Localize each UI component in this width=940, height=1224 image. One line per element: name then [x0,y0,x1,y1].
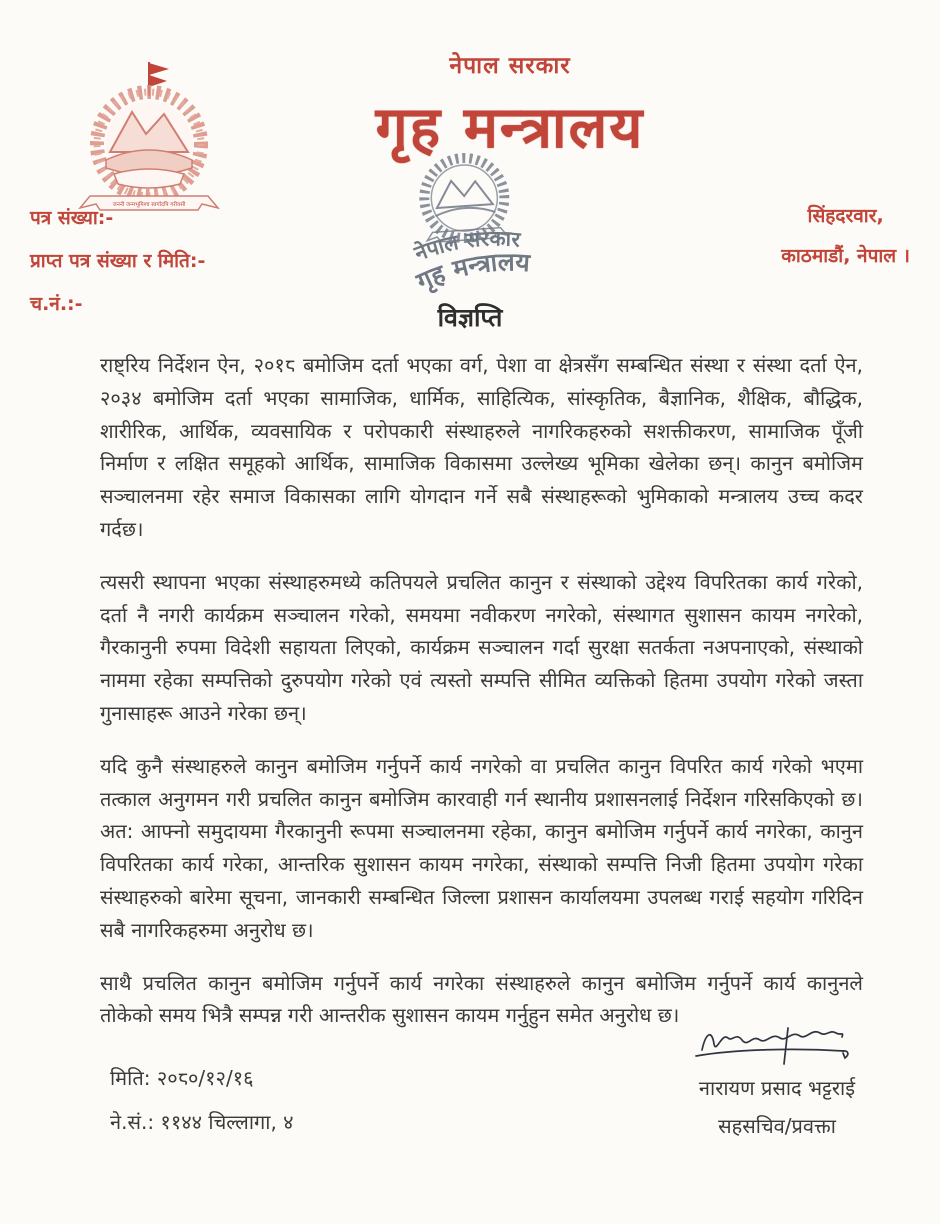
document-date: मिति: २०८०/१२/१६ [110,1066,254,1090]
footer-meta [110,1064,294,1152]
body-paragraph-1: राष्ट्रिय निर्देशन ऐन, २०१८ बमोजिम दर्ता भएका वर्ग, पेशा वा क्षेत्रसँग सम्बन्धित संस्था र संस्था दर्ता ऐन, २०३४ बमोजिम दर्ता भएका सामाजिक, धार्मिक, साहित्यिक, सांस्कृतिक, बैज्ञानिक, शैक्षिक, बौद्धिक, शारीरिक, आर्थिक, व्यवसायिक र परोपकारी संस्थाहरुले नागरिकहरुको सशक्तीकरण, सामाजिक पूँजी निर्माण र लक्षित समूहको आर्थिक, सामाजिक विकासमा उल्लेख्य भूमिका खेलेका छन्। कानुन बमोजिम सञ्चालनमा रहेर समाज विकासका लागि योगदान गर्ने सबै संस्थाहरूको भुमिकाको मन्त्रालय उच्च कदर गर्दछ। [100,353,863,541]
dispatch-number-label: च.नं.:- [30,293,83,315]
ministry-name: गृह मन्त्रालय [375,95,645,161]
signature-block [652,1020,902,1139]
signatory-designation: सहसचिव/प्रवक्ता [718,1114,836,1138]
address-line-2: काठमाडौं, नेपाल । [781,245,910,267]
office-address [781,196,910,276]
document-title: विज्ञप्ति [437,303,503,332]
stamp-text-line1: नेपाल सरकार [411,226,522,266]
address-line-1: सिंहदरवार, [807,205,884,227]
body-paragraph-3: यदि कुनै संस्थाहरुले कानुन बमोजिम गर्नुपर्ने कार्य नगरेको वा प्रचलित कानुन विपरित कार्य गरेको भएमा तत्काल अनुगमन गरी प्रचलित कानुन बमोजिम कारवाही गर्न स्थानीय प्रशासनलाई निर्देशन गरिसकिएको छ। अत: आफ्नो समुदायमा गैरकानुनी रूपमा सञ्चालनमा रहेका, कानुन बमोजिम गर्नुपर्ने कार्य नगरेका, कानुन विपरितका कार्य गरेका, आन्तरिक सुशासन कायम नगरेका, संस्थाको सम्पत्ति निजी हितमा उपयोग गरेका संस्थाहरुको बारेमा सूचना, जानकारी सम्बन्धित जिल्ला प्रशासन कार्यालयमा उपलब्ध गराई सहयोग गरिदिन सबै नागरिकहरुमा अनुरोध छ। [100,753,863,942]
letter-number-label: पत्र संख्या:- [30,207,114,229]
handwritten-signature [692,1020,862,1072]
body-paragraph-2: त्यसरी स्थापना भएका संस्थाहरुमध्ये कतिपयले प्रचलित कानुन र संस्थाको उद्देश्य विपरितका कार्य गरेको, दर्ता नै नगरी कार्यक्रम सञ्चालन गरेको, समयमा नवीकरण नगरेको, संस्थागत सुशासन कायम नगरेको, गैरकानुनी रुपमा विदेशी सहायता लिएको, कार्यक्रम सञ्चालन गर्दा सुरक्षा सतर्कता नअपनाएको, संस्थाको नाममा रहेका सम्पत्तिको दुरुपयोग गरेको एवं त्यस्तो सम्पत्ति सीमित व्यक्तिको हितमा उपयोग गरेको जस्ता गुनासाहरू आउने गरेका छन्। [100,569,863,725]
received-letter-label: प्राप्त पत्र संख्या र मिति:- [30,250,206,272]
emblem-motto-text: जननी जन्मभूमिश्च स्वर्गादपि गरीयसी [112,202,186,208]
government-name: नेपाल सरकार [449,53,571,79]
document-body [100,349,863,1052]
ministry-stamp [363,139,569,304]
registry-number: ने.सं.: ११४४ चिल्लागा, ४ [110,1110,294,1134]
signatory-name: नारायण प्रसाद भट्टराई [698,1076,856,1100]
body-paragraph-4: साथै प्रचलित कानुन बमोजिम गर्नुपर्ने कार्य नगरेका संस्थाहरुले कानुन बमोजिम गर्नुपर्ने कार्य कानुनले तोकेको समय भित्रै सम्पन्न गरी आन्तरीक सुशासन कायम गर्नुहुन समेत अनुरोध छ। [100,970,863,1028]
stamp-text-line2: गृह मन्त्रालय [412,247,531,297]
